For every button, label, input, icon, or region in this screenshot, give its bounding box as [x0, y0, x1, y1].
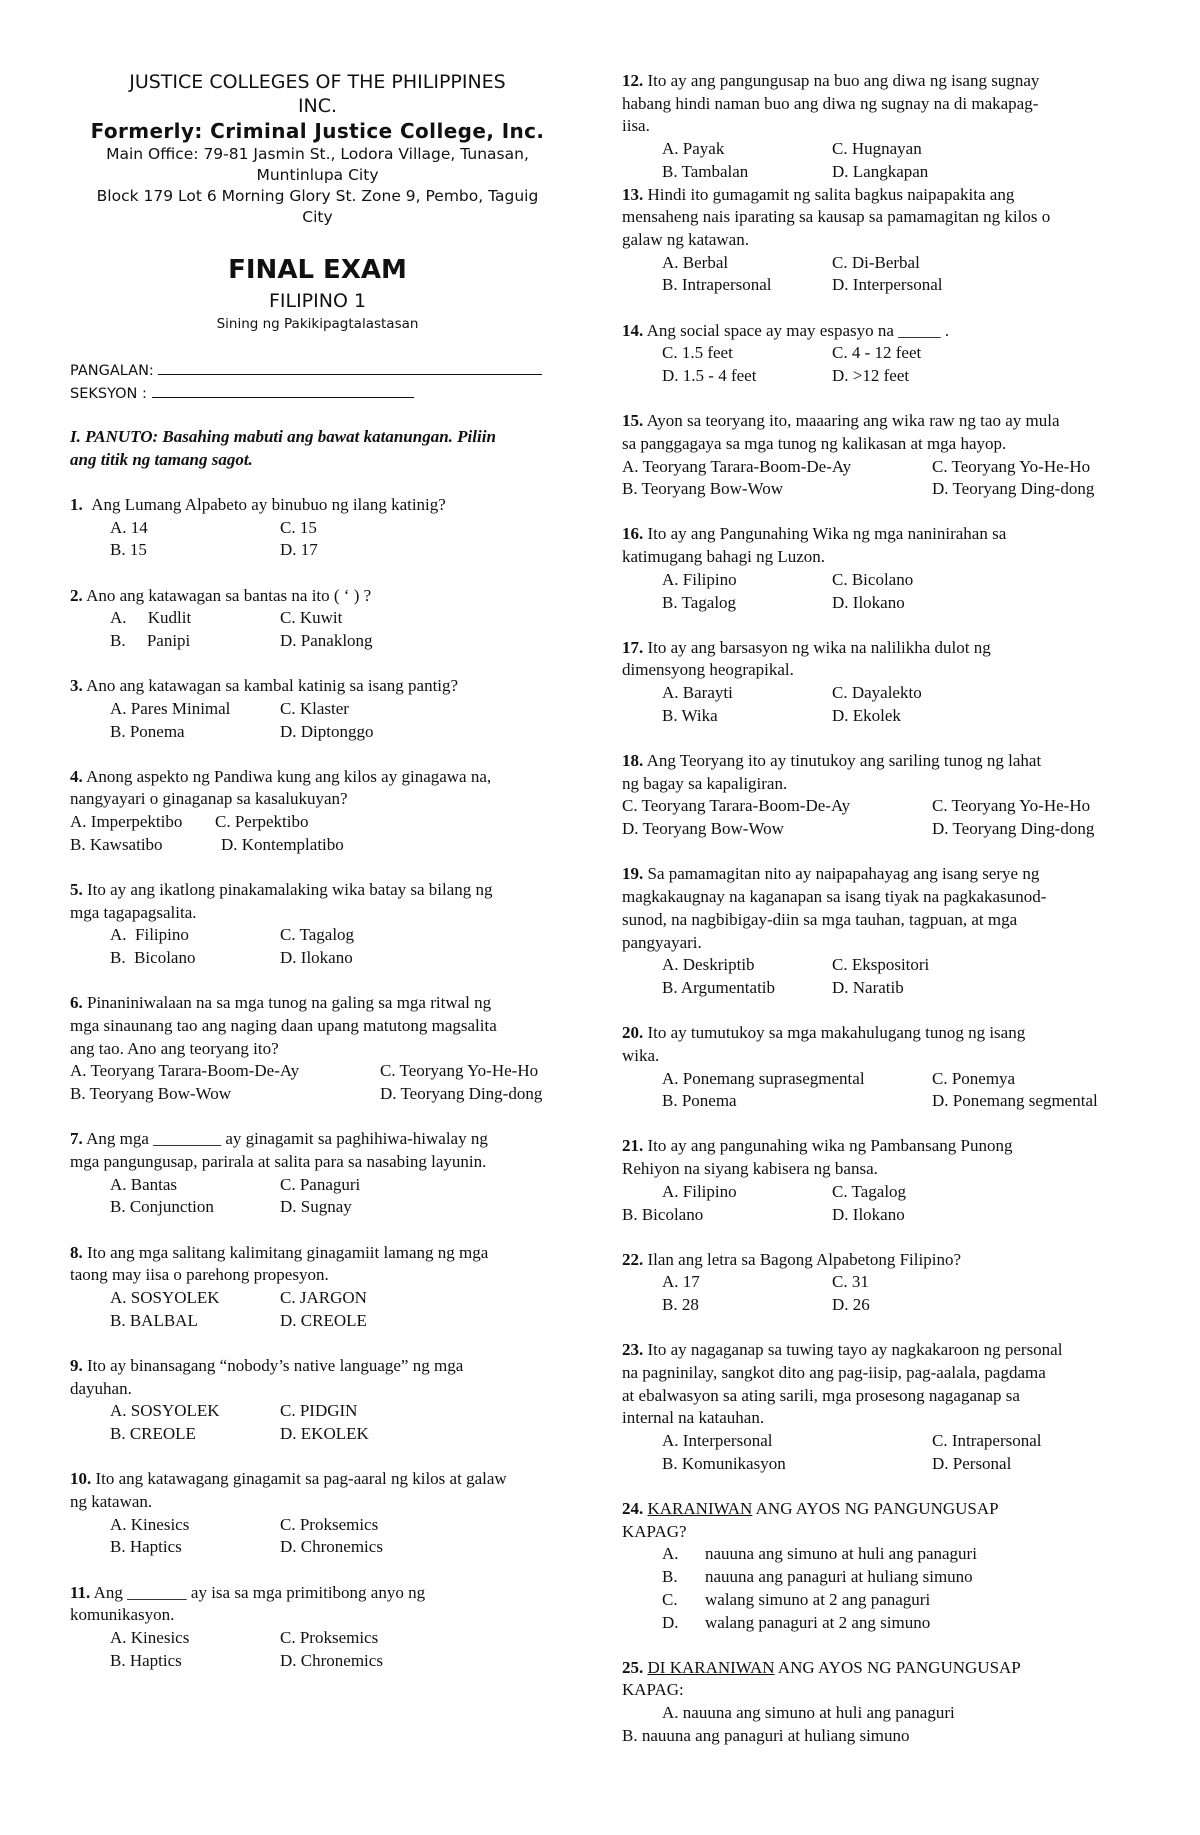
question-text-cont: habang hindi naman buo ang diwa ng sugnay na di makapag- [622, 93, 1039, 113]
school-name-line1: JUSTICE COLLEGES OF THE PHILIPPINES [129, 71, 506, 93]
question-12 [622, 70, 1147, 184]
answer-options [70, 811, 565, 856]
question-text-cont: sunod, na nagbibigay-diin sa mga tauhan, tagpuan, at mga [622, 909, 1018, 929]
option-c[interactable]: C. 31 [832, 1272, 869, 1292]
option-b[interactable]: B. Panipi [110, 630, 191, 650]
option-a[interactable]: A. Kinesics [110, 1514, 190, 1534]
question-text: 25. DI KARANIWAN ANG AYOS NG PANGUNGUSAP [622, 1657, 1021, 1677]
option-d[interactable]: D. CREOLE [280, 1310, 367, 1330]
main-office-address-line1: Main Office: 79-81 Jasmin St., Lodora Village, Tunasan, [106, 145, 529, 163]
option-d[interactable]: D. Panaklong [280, 630, 373, 650]
question-text-cont: komunikasyon. [70, 1605, 175, 1625]
question-23 [622, 1339, 1147, 1475]
option-a[interactable]: A. 14 [110, 517, 148, 537]
question-text: 4. Anong aspekto ng Pandiwa kung ang kilos ay ginagawa na, [70, 766, 492, 786]
answer-options [622, 682, 1147, 727]
student-fields [70, 360, 565, 406]
option-c[interactable]: C. Teoryang Yo-He-Ho [380, 1061, 539, 1081]
option-b[interactable]: B. BALBAL [110, 1310, 198, 1330]
option-b[interactable]: D. 1.5 - 4 feet [662, 365, 757, 385]
option-b[interactable]: B. Tagalog [662, 592, 737, 612]
option-a[interactable]: A. nauuna ang simuno at huli ang panaguri [662, 1703, 955, 1723]
option-d[interactable]: D. walang panaguri at 2 ang simuno [662, 1612, 931, 1632]
subject-subtitle: Sining ng Pakikipagtalastasan [216, 316, 419, 332]
question-text: 3. Ano ang katawagan sa kambal katinig sa isang pantig? [70, 676, 459, 696]
question-text: 7. Ang mga ________ ay ginagamit sa paghihiwa-hiwalay ng [70, 1129, 488, 1149]
left-column [70, 70, 565, 1672]
answer-options [70, 1287, 565, 1332]
option-b[interactable]: B. Conjunction [110, 1197, 214, 1217]
option-a[interactable]: A. SOSYOLEK [110, 1401, 220, 1421]
option-a[interactable]: A. Imperpektibo [70, 812, 183, 832]
question-text-cont: KAPAG: [622, 1680, 684, 1700]
answer-options [622, 1543, 1147, 1634]
answer-options [622, 1181, 1147, 1226]
option-b[interactable]: B. Wika [662, 705, 718, 725]
answer-options [622, 1271, 1147, 1316]
option-b[interactable]: B. Komunikasyon [662, 1453, 786, 1473]
question-text: 11. Ang _______ ay isa sa mga primitibong anyo ng [70, 1582, 426, 1602]
question-text-cont: iisa. [622, 116, 650, 136]
answer-options [70, 1400, 565, 1445]
option-a[interactable]: A. Filipino [662, 569, 737, 589]
question-21 [622, 1135, 1147, 1226]
question-text: 6. Pinaniniwalaan na sa mga tunog na galing sa mga ritwal ng [70, 993, 492, 1013]
option-c[interactable]: C. Klaster [280, 698, 349, 718]
option-a[interactable]: C. 1.5 feet [662, 343, 733, 363]
name-field[interactable] [70, 360, 565, 383]
question-text: 23. Ito ay nagaganap sa tuwing tayo ay nagkakaroon ng personal [622, 1340, 1063, 1360]
option-d[interactable]: D. 17 [280, 540, 318, 560]
option-d[interactable]: D. 26 [832, 1295, 870, 1315]
option-c[interactable]: C. Bicolano [832, 569, 914, 589]
school-name-line2: INC. [297, 95, 338, 117]
option-c[interactable]: C. 4 - 12 feet [832, 343, 922, 363]
option-b[interactable]: B. Intrapersonal [662, 275, 772, 295]
question-19 [622, 863, 1147, 999]
question-16 [622, 523, 1147, 614]
answer-options [70, 1060, 565, 1105]
section-blank-line[interactable] [152, 385, 414, 398]
option-c[interactable]: C. Hugnayan [832, 139, 922, 159]
instructions-line1: I. PANUTO: Basahing mabuti ang bawat katanungan. Piliin [70, 427, 496, 446]
option-b[interactable]: B. Tambalan [662, 161, 749, 181]
question-10 [70, 1468, 565, 1559]
main-office-address-line2: Muntinlupa City [256, 166, 379, 184]
option-a[interactable]: A. Teoryang Tarara-Boom-De-Ay [622, 456, 852, 476]
section-label: SEKSYON : [70, 386, 147, 402]
option-a[interactable]: A. Deskriptib [662, 955, 755, 975]
option-d[interactable]: D. Chronemics [280, 1537, 383, 1557]
option-a[interactable]: A. Pares Minimal [110, 698, 231, 718]
option-d[interactable]: D. Langkapan [832, 161, 929, 181]
option-c[interactable]: C. Teoryang Yo-He-Ho [932, 796, 1091, 816]
question-text: 5. Ito ay ang ikatlong pinakamalaking wika batay sa bilang ng [70, 880, 493, 900]
option-c[interactable]: C. Perpektibo [215, 812, 309, 832]
answer-options [622, 252, 1147, 297]
option-c[interactable]: C. Tagalog [280, 925, 355, 945]
question-13 [622, 184, 1147, 298]
question-text-cont: mensaheng nais iparating sa kausap sa pamamagitan ng kilos o [622, 207, 1051, 227]
option-d[interactable]: D. Ilokano [832, 1204, 905, 1224]
answer-options [622, 954, 1147, 999]
answer-options [622, 1430, 1147, 1475]
option-c[interactable]: C. JARGON [280, 1288, 367, 1308]
question-text-cont: galaw ng katawan. [622, 229, 749, 249]
answer-options [70, 1514, 565, 1559]
question-text: 24. KARANIWAN ANG AYOS NG PANGUNGUSAP [622, 1499, 999, 1519]
option-a[interactable]: A. Teoryang Tarara-Boom-De-Ay [70, 1061, 300, 1081]
option-a[interactable]: A. Berbal [662, 252, 729, 272]
option-c[interactable]: C. Proksemics [280, 1628, 379, 1648]
question-20 [622, 1022, 1147, 1113]
option-d[interactable]: D. Naratib [832, 977, 904, 997]
option-a[interactable]: A. Interpersonal [662, 1431, 773, 1451]
option-a[interactable]: A. Payak [662, 139, 725, 159]
question-text: 2. Ano ang katawagan sa bantas na ito ( ‘ ) ? [70, 585, 372, 605]
answer-options [622, 795, 1147, 840]
answer-options [70, 1627, 565, 1672]
answer-options [622, 138, 1147, 183]
option-d[interactable]: D. EKOLEK [280, 1424, 369, 1444]
option-a[interactable]: A. Barayti [662, 683, 733, 703]
option-d[interactable]: D. Chronemics [280, 1650, 383, 1670]
question-text: 1. Ang Lumang Alpabeto ay binubuo ng ilang katinig? [70, 494, 446, 514]
option-d[interactable]: D. Sugnay [280, 1197, 352, 1217]
question-text-cont: na pagninilay, sangkot dito ang pag-iisip, pag-aalala, pagdama [622, 1363, 1046, 1383]
option-d[interactable]: D. Ilokano [280, 948, 353, 968]
subject-title: FILIPINO 1 [268, 290, 367, 312]
option-c[interactable]: C. walang simuno at 2 ang panaguri [662, 1589, 931, 1609]
question-text-cont: nangyayari o ginaganap sa kasalukuyan? [70, 789, 348, 809]
option-c[interactable]: C. 15 [280, 517, 317, 537]
option-b[interactable]: B. nauuna ang panaguri at huliang simuno [622, 1725, 910, 1745]
question-text: 14. Ang social space ay may espasyo na _____ . [622, 320, 950, 340]
option-a[interactable]: A. Kinesics [110, 1628, 190, 1648]
question-25 [622, 1657, 1147, 1748]
question-1 [70, 494, 565, 562]
option-d[interactable]: D. Teoryang Ding-dong [932, 819, 1095, 839]
question-text: 18. Ang Teoryang ito ay tinutukoy ang sariling tunog ng lahat [622, 751, 1042, 771]
option-d[interactable]: D. Diptonggo [280, 721, 374, 741]
option-a[interactable]: A. SOSYOLEK [110, 1288, 220, 1308]
question-7 [70, 1128, 565, 1219]
option-c[interactable]: C. Di-Berbal [832, 252, 920, 272]
option-b[interactable]: B. 15 [110, 540, 147, 560]
option-c[interactable]: C. Ponemya [932, 1068, 1016, 1088]
option-a[interactable]: A. Filipino [662, 1181, 737, 1201]
instructions [70, 426, 565, 471]
question-text-cont: mga tagapagsalita. [70, 902, 197, 922]
option-b[interactable]: B. Argumentatib [662, 977, 776, 997]
option-c[interactable]: C. Panaguri [280, 1174, 361, 1194]
option-c[interactable]: C. Proksemics [280, 1514, 379, 1534]
option-d[interactable]: D. Teoryang Ding-dong [380, 1084, 543, 1104]
right-column [622, 70, 1147, 1748]
option-d[interactable]: D. Personal [932, 1453, 1012, 1473]
question-8 [70, 1242, 565, 1333]
option-a[interactable]: A. 17 [662, 1272, 700, 1292]
option-b[interactable]: B. Haptics [110, 1650, 182, 1670]
question-text-cont: taong may iisa o parehong propesyon. [70, 1265, 329, 1285]
question-text-cont: wika. [622, 1045, 660, 1065]
option-b[interactable]: B. nauuna ang panaguri at huliang simuno [662, 1567, 973, 1587]
question-3 [70, 675, 565, 743]
question-14 [622, 320, 1147, 388]
option-c[interactable]: C. Dayalekto [832, 683, 922, 703]
question-text: 22. Ilan ang letra sa Bagong Alpabetong Filipino? [622, 1249, 961, 1269]
question-text-cont: ng bagay sa kapaligiran. [622, 773, 788, 793]
question-text-cont: mga sinaunang tao ang naging daan upang matutong magsalita [70, 1016, 497, 1036]
option-d[interactable]: D. Ilokano [832, 592, 905, 612]
option-c[interactable]: C. Teoryang Yo-He-Ho [932, 456, 1091, 476]
answer-options [70, 698, 565, 743]
question-5 [70, 879, 565, 970]
question-text: 10. Ito ang katawagang ginagamit sa pag-aaral ng kilos at galaw [70, 1469, 507, 1489]
option-b[interactable]: B. CREOLE [110, 1424, 196, 1444]
question-text: 8. Ito ang mga salitang kalimitang ginagamiit lamang ng mga [70, 1242, 489, 1262]
option-c[interactable]: C. Intrapersonal [932, 1431, 1042, 1451]
question-17 [622, 637, 1147, 728]
option-a[interactable]: A. nauuna ang simuno at huli ang panaguri [662, 1544, 977, 1564]
question-text-cont: katimugang bahagi ng Luzon. [622, 547, 826, 567]
option-b[interactable]: B. Bicolano [622, 1204, 704, 1224]
option-b[interactable]: B. Haptics [110, 1537, 182, 1557]
answer-options [70, 1174, 565, 1219]
question-text: 12. Ito ay ang pangungusap na buo ang diwa ng isang sugnay [622, 71, 1040, 90]
option-a[interactable]: C. Teoryang Tarara-Boom-De-Ay [622, 796, 851, 816]
option-c[interactable]: C. Ekspositori [832, 955, 930, 975]
question-text: 15. Ayon sa teoryang ito, maaaring ang wika raw ng tao ay mula [622, 411, 1060, 431]
question-text-cont: mga pangungusap, parirala at salita para sa nasabing layunin. [70, 1152, 487, 1172]
option-d[interactable]: D. Interpersonal [832, 275, 943, 295]
exam-header [70, 70, 565, 334]
option-a[interactable]: A. Filipino [110, 925, 189, 945]
option-d[interactable]: D. Teoryang Ding-dong [932, 479, 1095, 499]
option-b[interactable]: B. Teoryang Bow-Wow [622, 479, 783, 499]
question-text: 9. Ito ay binansagang “nobody’s native language” ng mga [70, 1356, 464, 1375]
question-text-cont: ng katawan. [70, 1492, 153, 1512]
answer-options [70, 517, 565, 562]
option-b[interactable]: D. Teoryang Bow-Wow [622, 819, 784, 839]
option-d[interactable]: D. Ponemang segmental [932, 1091, 1098, 1111]
option-d[interactable]: D. Kontemplatibo [221, 834, 344, 854]
option-c[interactable]: C. PIDGIN [280, 1401, 358, 1421]
name-label: PANGALAN: [70, 363, 154, 379]
question-text: 17. Ito ay ang barsasyon ng wika na nalilikha dulot ng [622, 637, 991, 657]
option-b[interactable]: B. Ponema [662, 1091, 737, 1111]
question-text: 20. Ito ay tumutukoy sa mga makahulugang tunog ng isang [622, 1023, 1026, 1043]
question-18 [622, 750, 1147, 841]
option-b[interactable]: B. Kawsatibo [70, 834, 163, 854]
answer-options [622, 569, 1147, 614]
question-text-cont: at ebalwasyon sa ating sarili, mga prosesong nagaganap sa [622, 1385, 1020, 1405]
instructions-line2: ang titik ng tamang sagot. [70, 449, 253, 469]
answer-options [70, 607, 565, 652]
question-text-cont: dayuhan. [70, 1378, 132, 1398]
option-b[interactable]: B. Bicolano [110, 948, 196, 968]
answer-options [70, 924, 565, 969]
option-d[interactable]: D. Ekolek [832, 705, 901, 725]
question-text: 13. Hindi ito gumagamit ng salita bagkus naipapakita ang [622, 184, 1015, 204]
question-text-cont: dimensyong heograpikal. [622, 660, 794, 680]
question-2 [70, 585, 565, 653]
option-a[interactable]: A. Ponemang suprasegmental [662, 1068, 865, 1088]
question-text: 19. Sa pamamagitan nito ay naipapahayag ang isang serye ng [622, 864, 1040, 884]
question-4 [70, 766, 565, 857]
option-b[interactable]: B. 28 [662, 1295, 699, 1315]
option-b[interactable]: B. Teoryang Bow-Wow [70, 1084, 231, 1104]
option-c[interactable]: C. Kuwit [280, 608, 343, 628]
question-text-cont: ang tao. Ano ang teoryang ito? [70, 1038, 279, 1058]
option-a[interactable]: A. Bantas [110, 1174, 178, 1194]
name-blank-line[interactable] [158, 362, 542, 375]
question-6 [70, 992, 565, 1106]
question-text-cont: sa panggagaya sa mga tunog ng kalikasan at mga hayop. [622, 433, 1007, 453]
branch-address-line1: Block 179 Lot 6 Morning Glory St. Zone 9, Pembo, Taguig [96, 187, 539, 205]
question-15 [622, 410, 1147, 501]
former-name: Formerly: Criminal Justice College, Inc. [90, 119, 545, 143]
question-text-cont: magkakaugnay na kaganapan sa isang tiyak na pagkakasunod- [622, 887, 1047, 907]
question-22 [622, 1249, 1147, 1317]
answer-options [622, 342, 1147, 387]
exam-title: FINAL EXAM [228, 255, 407, 285]
answer-options [622, 1068, 1147, 1113]
question-text: 21. Ito ay ang pangunahing wika ng Pambansang Punong [622, 1136, 1013, 1156]
branch-address-line2: City [302, 208, 333, 226]
question-text-cont: internal na katauhan. [622, 1408, 765, 1428]
question-24 [622, 1498, 1147, 1634]
answer-options [622, 456, 1147, 501]
question-text-cont: pangyayari. [622, 932, 702, 952]
section-field[interactable] [70, 383, 565, 406]
option-b[interactable]: B. Ponema [110, 721, 185, 741]
question-text-cont: KAPAG? [622, 1521, 687, 1541]
question-11 [70, 1582, 565, 1673]
question-text-cont: Rehiyon na siyang kabisera ng bansa. [622, 1159, 878, 1179]
question-9 [70, 1355, 565, 1446]
question-text: 16. Ito ay ang Pangunahing Wika ng mga naninirahan sa [622, 524, 1007, 544]
option-a[interactable]: A. Kudlit [110, 608, 192, 628]
option-c[interactable]: C. Tagalog [832, 1181, 907, 1201]
option-d[interactable]: D. >12 feet [832, 365, 910, 385]
